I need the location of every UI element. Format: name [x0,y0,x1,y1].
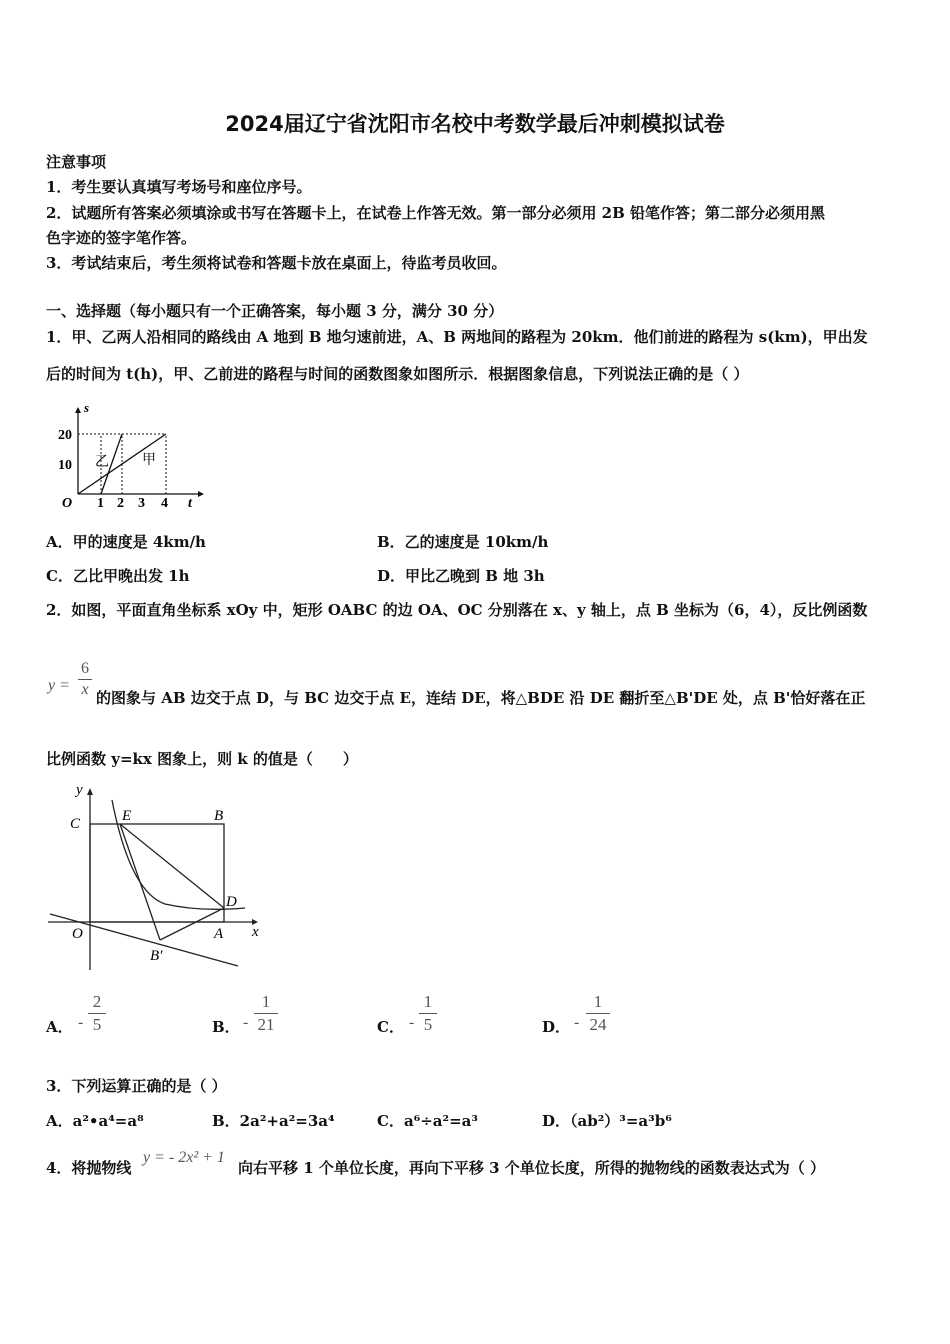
q1-tick-3: 3 [138,496,145,511]
q1-option-b[interactable]: B．乙的速度是 10km/h [377,533,549,551]
q2-option-c-minus: - [409,1014,415,1031]
q1-tick-20: 20 [58,428,72,443]
q4-stem-post: 向右平移 1 个单位长度，再向下平移 3 个单位长度，所得的抛物线的函数表达式为（ ） [238,1159,825,1177]
notice-item-1: 1．考生要认真填写考场号和座位序号。 [46,178,312,196]
q2-y-arrow [87,788,93,795]
q1-label-jia: 甲 [142,452,156,468]
q2-label-d: D [226,894,237,910]
q2-option-b-num: 1 [261,992,271,1011]
q2-stem-line1: 2．如图，平面直角坐标系 xOy 中，矩形 OABC 的边 OA、OC 分别落在 x、y 轴上，点 B 坐标为（6，4），反比例函数 [46,601,868,619]
q1-option-a[interactable]: A．甲的速度是 4km/h [46,533,206,551]
q2-option-c-num: 1 [423,992,433,1011]
q4-expression: y = - 2x² + 1 [143,1149,225,1166]
q1-tick-2: 2 [117,496,124,511]
q2-label-c: C [70,816,81,832]
q2-rectangle-oabc [90,824,224,922]
q2-option-c-den: 5 [423,1015,433,1034]
q2-option-d-num: 1 [593,992,603,1011]
q3-option-d[interactable]: D．（ab²）³=a³b⁶ [542,1112,672,1130]
q2-func-num: 6 [81,660,89,677]
q1-y-label: s [84,404,90,415]
q2-func-den: x [81,681,89,698]
q1-stem-line1: 1．甲、乙两人沿相同的路线由 A 地到 B 地匀速前进，A、B 两地间的路程为 20km．他们前进的路程为 s(km)，甲出发 [46,328,868,346]
q1-tick-4: 4 [161,496,168,511]
q2-stem-line3: 比例函数 y=kx 图象上，则 k 的值是（ ） [46,750,358,768]
q3-option-c[interactable]: C．a⁶÷a²=a³ [377,1112,478,1130]
q2-option-d-fraction[interactable] [586,992,610,1035]
q2-label-b: B [214,808,224,824]
q2-func-fraction [78,660,92,699]
q1-tick-1: 1 [97,496,104,511]
q2-option-a-fraction[interactable] [88,992,106,1035]
q2-option-a-den: 5 [92,1015,102,1034]
q2-label-y: y [76,782,83,798]
q1-label-yi: 乙 [95,454,109,470]
q2-label-bprime: B′ [150,948,163,964]
q2-option-d-minus: - [574,1014,580,1031]
q2-option-c-fraction[interactable] [419,992,437,1035]
q1-option-c[interactable]: C．乙比甲晚出发 1h [46,567,190,585]
page-title: 2024届辽宁省沈阳市名校中考数学最后冲刺模拟试卷 [225,112,725,136]
q1-tick-10: 10 [58,458,72,473]
q2-func-lhs: y = [48,677,70,694]
q3-option-b[interactable]: B．2a²+a²=3a⁴ [212,1112,335,1130]
q2-segment-de [120,824,224,908]
q2-label-a: A [214,926,224,942]
q2-figure [40,782,270,977]
notice-heading: 注意事项 [46,153,107,171]
q2-label-x: x [252,924,259,940]
q2-option-a-num: 2 [92,992,102,1011]
section-heading: 一、选择题（每小题只有一个正确答案，每小题 3 分，满分 30 分） [46,302,504,320]
q1-stem-line2: 后的时间为 t(h)，甲、乙前进的路程与时间的函数图象如图所示．根据图象信息，下列说法正确的是（ ） [46,365,749,383]
q2-option-c-letter[interactable]: C． [377,1018,404,1036]
q3-stem: 3．下列运算正确的是（ ） [46,1077,227,1095]
q2-hyperbola [112,800,245,909]
q1-option-d[interactable]: D．甲比乙晚到 B 地 3h [377,567,545,585]
q1-y-arrow [75,407,81,413]
q2-option-b-fraction[interactable] [254,992,278,1035]
q1-x-arrow [198,491,204,497]
q1-x-label: t [188,496,192,511]
q2-option-b-den: 21 [257,1015,275,1034]
notice-item-2-cont: 色字迹的签字笔作答。 [46,229,197,247]
q2-stem-line2: 的图象与 AB 边交于点 D，与 BC 边交于点 E，连结 DE，将△BDE 沿 DE 翻折至△B'DE 处，点 B'恰好落在正 [96,689,866,707]
q4-stem-pre: 4．将抛物线 [46,1159,132,1177]
notice-item-3: 3．考试结束后，考生须将试卷和答题卡放在桌面上，待监考员收回。 [46,254,507,272]
q2-option-a-minus: - [78,1014,84,1031]
q1-graph [50,404,210,514]
q3-option-a[interactable]: A．a²•a⁴=a⁸ [46,1112,144,1130]
q2-option-d-letter[interactable]: D． [542,1018,571,1036]
q2-label-o: O [72,926,83,942]
q1-origin: O [62,496,73,511]
q2-option-d-den: 24 [589,1015,607,1034]
notice-item-2: 2．试题所有答案必须填涂或书写在答题卡上，在试卷上作答无效。第一部分必须用 2B 铅笔作答；第二部分必须用黑 [46,204,826,222]
q2-label-e: E [122,808,132,824]
q2-option-b-minus: - [243,1014,249,1031]
q2-option-a-letter[interactable]: A． [46,1018,73,1036]
q2-option-b-letter[interactable]: B． [212,1018,240,1036]
